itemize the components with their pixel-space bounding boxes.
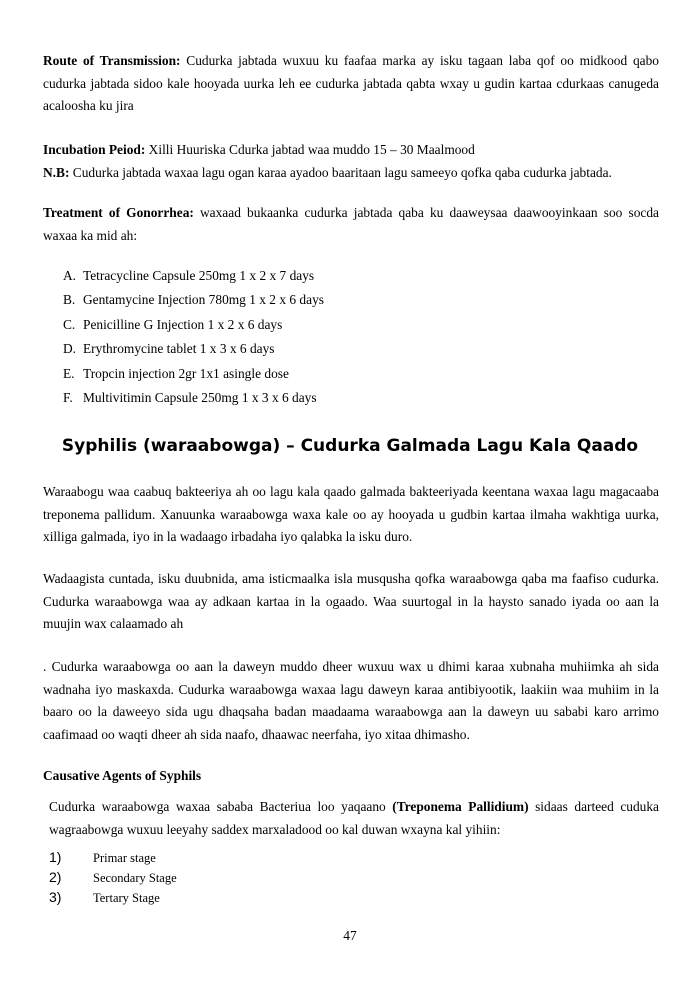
nb-label: N.B: (43, 165, 70, 180)
list-item-text: Secondary Stage (93, 871, 177, 885)
nb-text: Cudurka jabtada waxaa lagu ogan karaa ayadoo baaritaan lagu sameeyo qofka qaba cudurka jabtada. (72, 165, 612, 180)
treatment-text: waxaad bukaanka cudurka jabtada qaba ku daaweysaa daawooyinkaan soo socda waxaa ka mid ah: (43, 205, 659, 243)
syphilis-heading: Syphilis (waraabowga) – Cudurka Galmada Lagu Kala Qaado (61, 436, 639, 456)
list-item-text: Erythromycine tablet 1 x 3 x 6 days (83, 341, 275, 357)
list-number: 3) (49, 889, 62, 905)
causative-paragraph (49, 796, 659, 841)
syphilis-paragraph-2: Wadaagista cuntada, isku duubnida, ama isticmaalka isla musqusha qofka waraabowga qaba ma faafiso cudurka. Cudurka waraabowga waa ay adkaan kartaa in la ogaado. Waa suurtogal in la haysto sanado iyada oo aan la muujin wax calaamado ah (43, 571, 659, 631)
route-of-transmission-paragraph (43, 50, 659, 118)
list-marker: E. (63, 365, 75, 381)
list-number: 2) (49, 869, 62, 885)
list-marker: F. (63, 389, 73, 405)
list-item (63, 337, 324, 361)
list-marker: C. (63, 316, 76, 332)
treatment-paragraph (43, 202, 659, 247)
causative-heading: Causative Agents of Syphils (43, 768, 202, 783)
treatment-label: Treatment of Gonorrhea: (43, 205, 194, 220)
treatment-list (63, 264, 324, 410)
page-number: 47 (343, 928, 357, 943)
list-item (63, 288, 324, 312)
stages-list (49, 847, 177, 907)
list-item (49, 887, 177, 907)
route-text: Cudurka jabtada wuxuu ku faafaa marka ay isku tagaan laba qof oo midkood qabo cudurka jabtada sidoo kale hooyada uurka leh ee cudurka jabtada qabta wxay u gudin kartaa cdurkaas canugeda acaloosha ku jira (43, 53, 659, 113)
list-marker: D. (63, 341, 77, 357)
list-item (63, 362, 324, 386)
list-item-text: Tetracycline Capsule 250mg 1 x 2 x 7 days (83, 268, 315, 283)
list-item-text: Penicilline G Injection 1 x 2 x 6 days (83, 316, 283, 332)
incubation-text: Xilli Huuriska Cdurka jabtad waa muddo 15 – 30 Maalmood (148, 142, 475, 157)
list-item-text: Multivitimin Capsule 250mg 1 x 3 x 6 days (83, 389, 317, 405)
route-label: Route of Transmission: (43, 53, 181, 68)
list-marker: B. (63, 292, 76, 308)
syphilis-paragraph-3: . Cudurka waraabowga oo aan la daweyn muddo dheer wuxuu wax u dhimi karaa xubnaha muhiimka ah sida wadnaha iyo maskaxda. Cudurka waraabowga waxaa lagu daweyn karaa antibiyootik, laakiin waa muhiim in la baaro oo la daweeyo sida ugu dhaqsaha badan maadaama waraabowga aan la daweyn uu sababi karo arrimo caafimaad oo waqti dheer ah sida naafo, dhaawac neerfaha, iyo xitaa dhimasho. (43, 659, 659, 742)
list-item (49, 847, 177, 867)
list-item (63, 264, 324, 288)
list-item (63, 386, 324, 410)
incubation-paragraph (43, 139, 659, 162)
causative-bacteria-name: (Treponema Pallidium) (392, 799, 529, 814)
syphilis-paragraph-1: Waraabogu waa caabuq bakteeriya ah oo lagu kala qaado galmada bakteeriyada keentana waxaa lagu magacaaba treponema pallidum. Xanuunka waraabowga waxa kale oo ay hooyada u gudbin kartaa ilmaha wakhtiga uurka, xilliga galmada, iyo in la wadaago irbadaha iyo qalabka la isku duro. (43, 484, 659, 544)
list-marker: A. (63, 268, 77, 283)
list-item (63, 313, 324, 337)
causative-text-before: Cudurka waraabowga waxaa sababa Bacteriua loo yaqaano (49, 799, 393, 814)
list-item-text: Tropcin injection 2gr 1x1 asingle dose (83, 365, 289, 381)
list-number: 1) (49, 849, 62, 865)
nb-paragraph (43, 162, 659, 185)
causative-text-after: sidaas darteed cuduka wagraabowga wuxuu leeyahy saddex marxaladood oo kal duwan wxayna kal yihiin: (49, 799, 659, 837)
list-item-text: Tertary Stage (93, 891, 160, 905)
incubation-label: Incubation Peiod: (43, 142, 146, 157)
list-item-text: Primar stage (93, 851, 156, 865)
list-item-text: Gentamycine Injection 780mg 1 x 2 x 6 days (83, 292, 324, 308)
list-item (49, 867, 177, 887)
